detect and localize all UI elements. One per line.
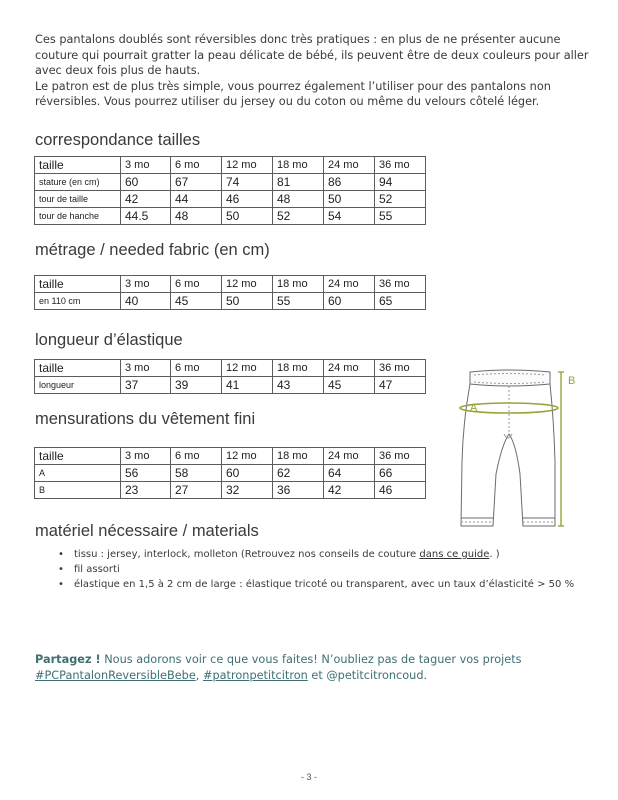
table-cell: 50 xyxy=(222,293,273,310)
table-cell: 40 xyxy=(121,293,171,310)
row-label: longueur xyxy=(35,377,121,394)
header-cell: 36 mo xyxy=(375,360,426,377)
header-cell: 18 mo xyxy=(273,157,324,174)
materials-item-text: tissu : jersey, interlock, molleton (Retrouvez nos conseils de couture xyxy=(74,549,420,560)
share-text xyxy=(35,652,595,684)
table-cell: 67 xyxy=(171,174,222,191)
elastic-table xyxy=(34,359,426,394)
row-label: tour de taille xyxy=(35,191,121,208)
hashtag-link-1[interactable]: #PCPantalonReversibleBebe xyxy=(35,669,196,682)
share-body-end: et @petitcitroncoud. xyxy=(307,669,428,682)
list-item xyxy=(58,577,588,592)
header-cell: 24 mo xyxy=(324,157,375,174)
elastic-title: longueur d’élastique xyxy=(35,331,183,349)
header-cell: taille xyxy=(35,360,121,377)
table-cell: 42 xyxy=(324,482,375,499)
table-cell: 44 xyxy=(171,191,222,208)
materials-item-text: élastique en 1,5 à 2 cm de large : élastique tricoté ou transparent, avec un taux d’élasticité > 50 % xyxy=(74,579,575,590)
table-header-row xyxy=(35,448,426,465)
table-header-row xyxy=(35,360,426,377)
table-cell: 52 xyxy=(273,208,324,225)
table-cell: 43 xyxy=(273,377,324,394)
table-cell: 56 xyxy=(121,465,171,482)
finished-measurements-title: mensurations du vêtement fini xyxy=(35,410,256,428)
share-heading: Partagez ! xyxy=(35,653,101,666)
table-cell: 54 xyxy=(324,208,375,225)
table-cell: 81 xyxy=(273,174,324,191)
table-cell: 42 xyxy=(121,191,171,208)
row-label: B xyxy=(35,482,121,499)
size-chart-title: correspondance tailles xyxy=(35,131,201,149)
pants-illustration xyxy=(452,362,582,540)
table-cell: 45 xyxy=(171,293,222,310)
table-row xyxy=(35,191,426,208)
header-cell: taille xyxy=(35,157,121,174)
header-cell: 6 mo xyxy=(171,360,222,377)
table-cell: 74 xyxy=(222,174,273,191)
table-cell: 62 xyxy=(273,465,324,482)
header-cell: 3 mo xyxy=(121,157,171,174)
header-cell: 3 mo xyxy=(121,448,171,465)
table-cell: 32 xyxy=(222,482,273,499)
header-cell: 36 mo xyxy=(375,276,426,293)
table-cell: 27 xyxy=(171,482,222,499)
header-cell: 24 mo xyxy=(324,360,375,377)
table-header-row xyxy=(35,157,426,174)
table-cell: 39 xyxy=(171,377,222,394)
row-label: en 110 cm xyxy=(35,293,121,310)
fabric-title: métrage / needed fabric (en cm) xyxy=(35,241,270,259)
materials-item-text: . ) xyxy=(489,549,500,560)
table-cell: 41 xyxy=(222,377,273,394)
table-cell: 45 xyxy=(324,377,375,394)
share-separator: , xyxy=(195,669,203,682)
table-cell: 55 xyxy=(375,208,426,225)
row-label: A xyxy=(35,465,121,482)
table-header-row xyxy=(35,276,426,293)
hashtag-link-2[interactable]: #patronpetitcitron xyxy=(202,669,308,682)
share-body: Nous adorons voir ce que vous faites! N’oubliez pas de taguer vos projets xyxy=(100,653,522,666)
table-cell: 60 xyxy=(222,465,273,482)
row-label: tour de hanche xyxy=(35,208,121,225)
intro-paragraph-1: Ces pantalons doublés sont réversibles donc très pratiques : en plus de ne présenter aucune couture qui pourrait gratter la peau délicate de bébé, ils peuvent être de deux couleurs pour aller avec deux fois plus de hauts. xyxy=(35,33,589,77)
header-cell: 6 mo xyxy=(171,157,222,174)
table-cell: 60 xyxy=(324,293,375,310)
bullet-icon: • xyxy=(58,564,64,575)
header-cell: 6 mo xyxy=(171,276,222,293)
table-cell: 58 xyxy=(171,465,222,482)
intro-paragraph-2: Le patron est de plus très simple, vous pourrez également l’utiliser pour des pantalons non réversibles. Vous pourrez utiliser du jersey ou du coton ou même du velours côtelé léger. xyxy=(35,79,551,108)
table-cell: 66 xyxy=(375,465,426,482)
table-cell: 86 xyxy=(324,174,375,191)
table-row xyxy=(35,377,426,394)
table-cell: 50 xyxy=(324,191,375,208)
table-cell: 36 xyxy=(273,482,324,499)
table-cell: 65 xyxy=(375,293,426,310)
table-cell: 48 xyxy=(273,191,324,208)
header-cell: 12 mo xyxy=(222,276,273,293)
header-cell: 36 mo xyxy=(375,448,426,465)
bullet-icon: • xyxy=(58,579,64,590)
header-cell: 18 mo xyxy=(273,360,324,377)
header-cell: 12 mo xyxy=(222,157,273,174)
header-cell: taille xyxy=(35,276,121,293)
table-cell: 50 xyxy=(222,208,273,225)
header-cell: taille xyxy=(35,448,121,465)
table-cell: 46 xyxy=(375,482,426,499)
page-number: - 3 - xyxy=(300,772,317,782)
list-item xyxy=(58,562,588,577)
header-cell: 18 mo xyxy=(273,448,324,465)
measure-a-label: A xyxy=(470,402,478,414)
materials-title: matériel nécessaire / materials xyxy=(35,522,259,540)
measure-b-label: B xyxy=(568,375,576,387)
header-cell: 24 mo xyxy=(324,448,375,465)
row-label: stature (en cm) xyxy=(35,174,121,191)
table-cell: 64 xyxy=(324,465,375,482)
table-cell: 23 xyxy=(121,482,171,499)
header-cell: 18 mo xyxy=(273,276,324,293)
table-row xyxy=(35,174,426,191)
table-cell: 47 xyxy=(375,377,426,394)
bullet-icon: • xyxy=(58,549,64,560)
header-cell: 3 mo xyxy=(121,360,171,377)
size-chart-table xyxy=(34,156,426,225)
table-cell: 37 xyxy=(121,377,171,394)
table-cell: 52 xyxy=(375,191,426,208)
table-cell: 46 xyxy=(222,191,273,208)
header-cell: 24 mo xyxy=(324,276,375,293)
pants-outline xyxy=(461,370,555,526)
table-cell: 60 xyxy=(121,174,171,191)
table-row xyxy=(35,208,426,225)
table-cell: 44.5 xyxy=(121,208,171,225)
table-row xyxy=(35,293,426,310)
header-cell: 12 mo xyxy=(222,448,273,465)
table-row xyxy=(35,465,426,482)
table-cell: 94 xyxy=(375,174,426,191)
header-cell: 36 mo xyxy=(375,157,426,174)
header-cell: 6 mo xyxy=(171,448,222,465)
table-cell: 48 xyxy=(171,208,222,225)
measure-b-line xyxy=(558,372,564,526)
header-cell: 3 mo xyxy=(121,276,171,293)
table-row xyxy=(35,482,426,499)
intro-text xyxy=(35,32,590,110)
finished-measurements-table xyxy=(34,447,426,499)
materials-item-text: fil assorti xyxy=(74,564,120,575)
fabric-table xyxy=(34,275,426,310)
header-cell: 12 mo xyxy=(222,360,273,377)
list-item xyxy=(58,547,588,562)
table-cell: 55 xyxy=(273,293,324,310)
guide-link[interactable]: dans ce guide xyxy=(419,549,490,560)
materials-list xyxy=(58,547,588,592)
